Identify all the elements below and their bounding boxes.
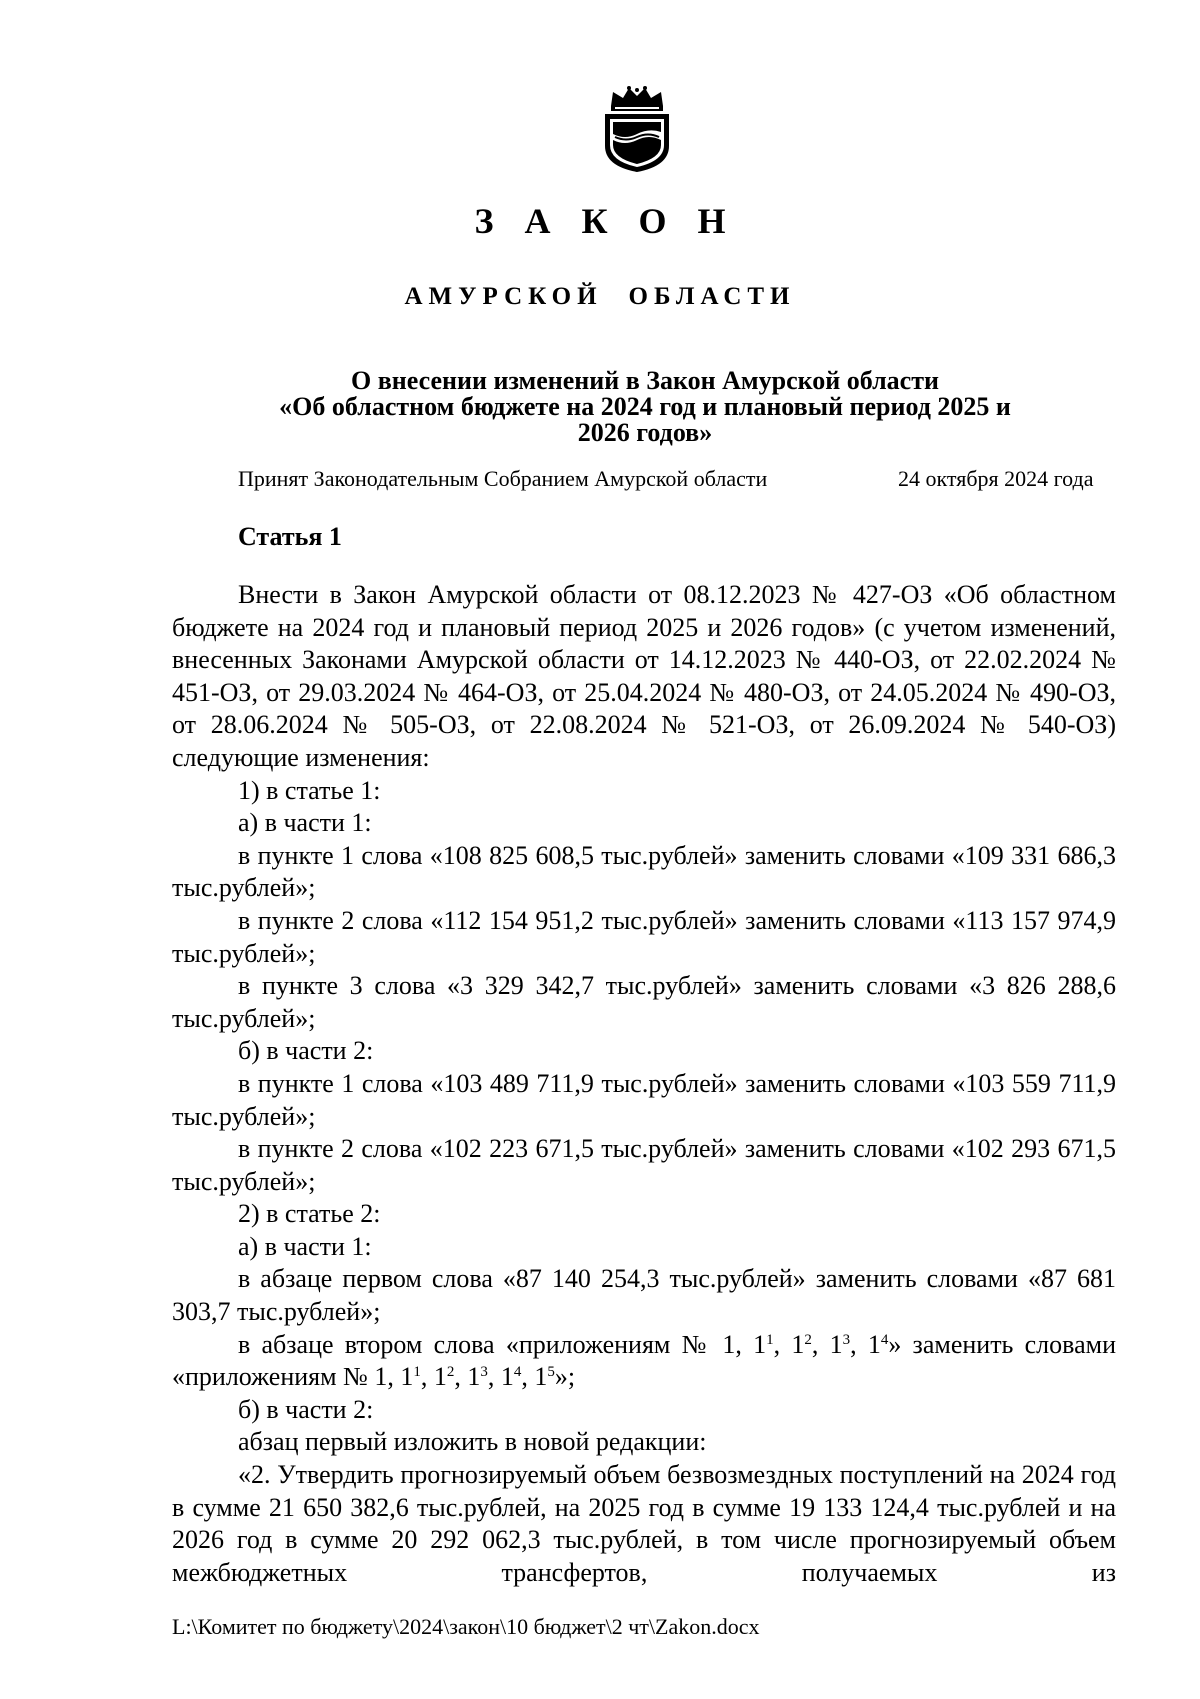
article-body [172, 579, 1116, 1589]
region-subtitle [0, 283, 1200, 311]
law-heading [174, 368, 1116, 446]
paragraph-s1a-p3: в пункте 3 слова «3 329 342,7 тыс.рублей» заменить словами «3 826 288,6 тыс.рублей»; [172, 971, 1116, 1033]
paragraph-s1b: б) в части 2: [238, 1036, 374, 1066]
law-heading-line2: «Об областном бюджете на 2024 год и плановый период 2025 и [279, 392, 1011, 421]
paragraph-s2b-quote: «2. Утвердить прогнозируемый объем безвозмездных поступлений на 2024 год в сумме 21 650 382,6 тыс.рублей, на 2025 год в сумме 19 133 124,4 тыс.рублей и на 2026 год в сумме 20 292 062,3 тыс.рублей, в том числе прогнозируемый объем межбюджетных трансфертов, получаемых из [172, 1460, 1116, 1587]
law-heading-line3: 2026 годов» [577, 418, 713, 447]
paragraph-s2b: б) в части 2: [238, 1394, 374, 1424]
paragraph-s2b-intro: абзац первый изложить в новой редакции: [238, 1427, 707, 1457]
accepted-date: 24 октября 2024 года [898, 466, 1094, 491]
paragraph-s2a: а) в части 1: [238, 1231, 372, 1261]
law-heading-line1: О внесении изменений в Закон Амурской области [351, 366, 939, 395]
accepted-by: Принят Законодательным Собранием Амурской области [238, 466, 768, 491]
coat-of-arms-emblem [601, 86, 673, 172]
article-heading: Статья 1 [238, 522, 342, 551]
paragraph-s2a-p1: в абзаце первом слова «87 140 254,3 тыс.рублей» заменить словами «87 681 303,7 тыс.рублей»; [172, 1264, 1116, 1327]
paragraph-s1: 1) в статье 1: [238, 775, 381, 805]
paragraph-s1a-p2: в пункте 2 слова «112 154 951,2 тыс.рублей» заменить словами «113 157 974,9 тыс.рублей»; [172, 905, 1116, 968]
document-type-title: З А К О Н [474, 201, 737, 241]
region-subtitle-word2: ОБЛАСТИ [628, 283, 796, 310]
paragraph-s1a-p1: в пункте 1 слова «108 825 608,5 тыс.рублей» заменить словами «109 331 686,3 тыс.рублей»; [172, 840, 1116, 903]
paragraph-s2: 2) в статье 2: [238, 1199, 381, 1229]
paragraph-s1b-p1: в пункте 1 слова «103 489 711,9 тыс.рублей» заменить словами «103 559 711,9 тыс.рублей»; [172, 1068, 1116, 1131]
paragraph-intro: Внести в Закон Амурской области от 08.12.2023 № 427-ОЗ «Об областном бюджете на 2024 год и плановый период 2025 и 2026 годов» (с учетом изменений, внесенных Законами Амурской области от 14.12.2023 № 440-ОЗ, от 22.02.2024 № 451-ОЗ, от 29.03.2024 № 464-ОЗ, от 25.04.2024 № 480-ОЗ, от 24.05.2024 № 490-ОЗ, от 28.06.2024 № 505-ОЗ, от 22.08.2024 № 521-ОЗ, от 26.09.2024 № 540-ОЗ) следующие изменения: [172, 580, 1116, 772]
region-subtitle-word1: АМУРСКОЙ [404, 283, 603, 310]
file-path-footer: L:\Комитет по бюджету\2024\закон\10 бюджет\2 чт\Zakon.docx [172, 1614, 760, 1639]
paragraph-s1a: а) в части 1: [238, 808, 372, 838]
paragraph-s1b-p2: в пункте 2 слова «102 223 671,5 тыс.рублей» заменить словами «102 293 671,5 тыс.рублей»; [172, 1134, 1116, 1196]
paragraph-s2a-p2: в абзаце втором слова «приложениям № 1, $1^1$, $1^2$, $1^3$, $1^4$» заменить словами «приложениям № 1, $1^1$, $1^2$, $1^3$, $1^4$, $1^5$»; [172, 1329, 1116, 1392]
